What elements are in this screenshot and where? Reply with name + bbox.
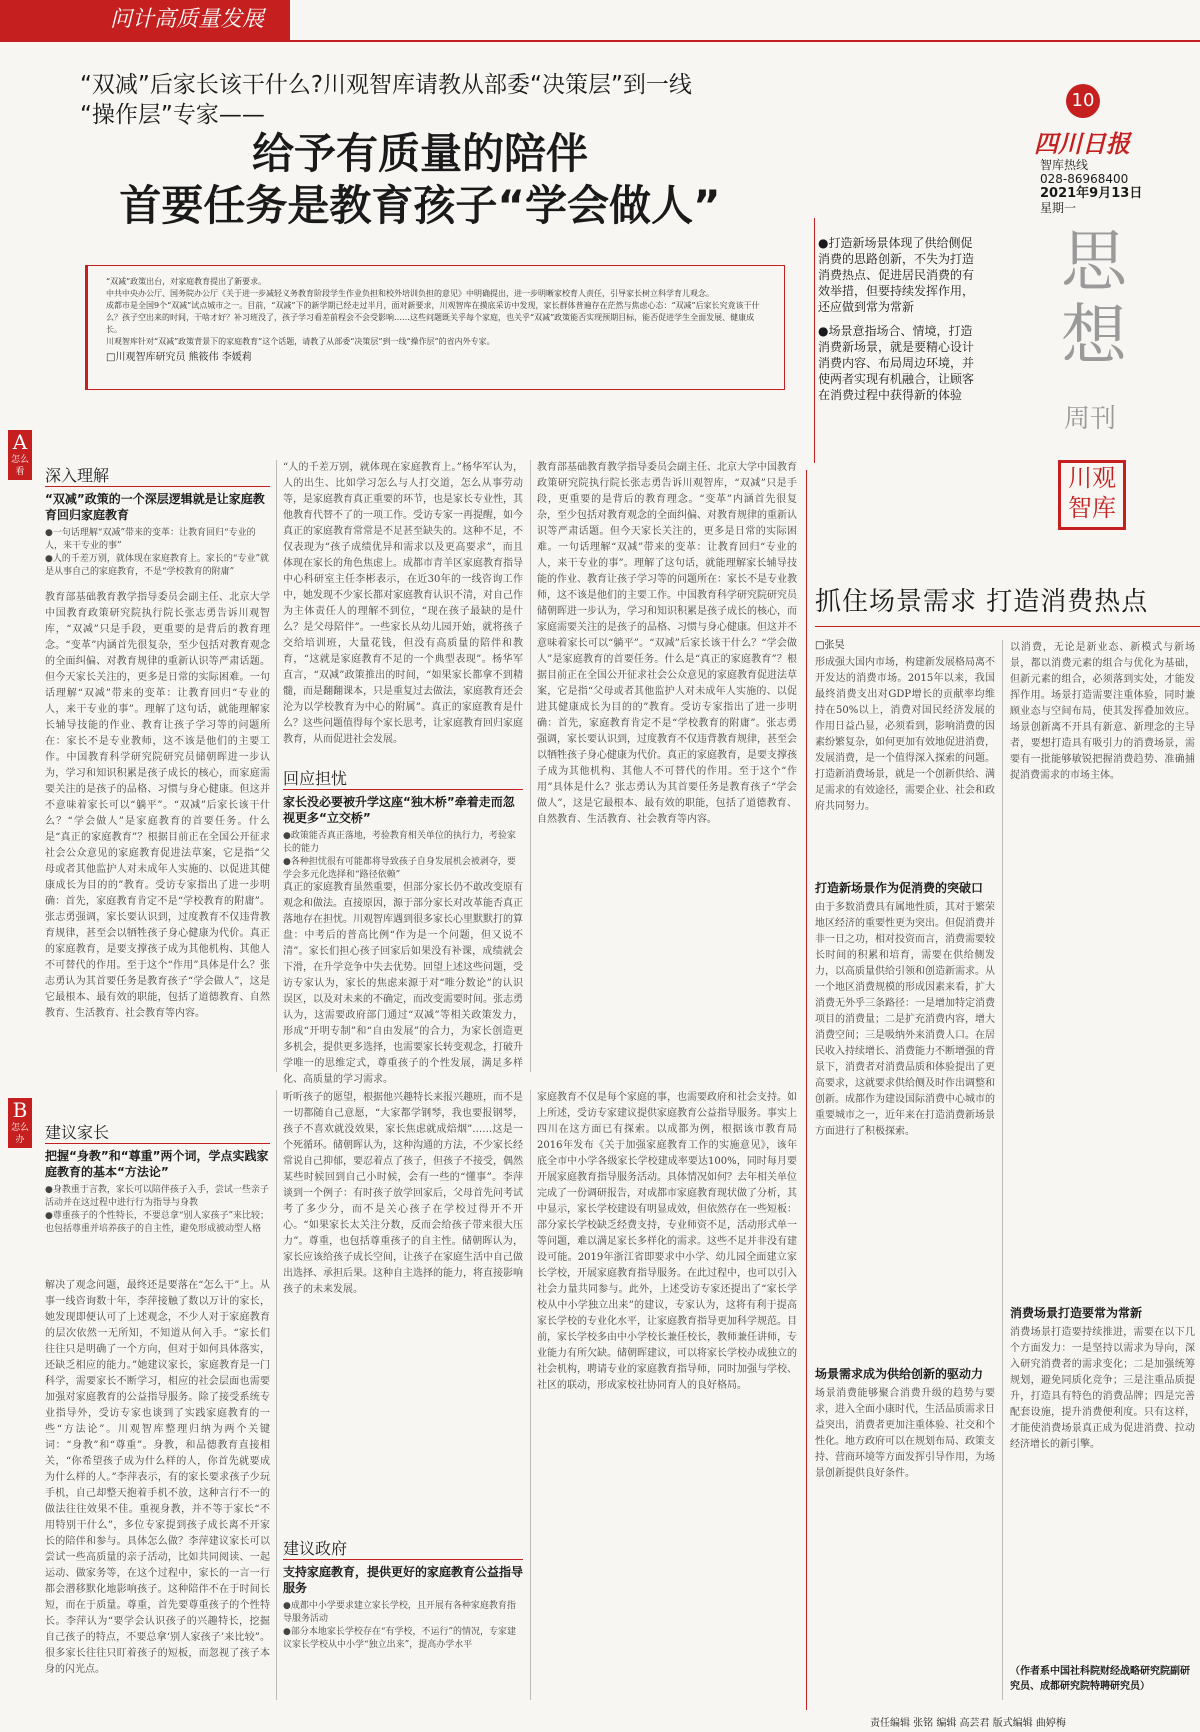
section-c-rule: [283, 1559, 523, 1560]
section-a-tag-text: 怎么看: [10, 455, 29, 477]
right-subhead-1: 打造新场景作为促消费的突破口: [815, 881, 984, 895]
subheadline-line-1: “双减”后家长该干什么?川观智库请教从部委“决策层”到一线: [80, 72, 692, 98]
note-line-3: 成都市是全国9个“双减”试点城市之一。目前，“双减”下的新学期已经走过半月，面对新要求，川观智库在摸底采访中发现，家长群体普遍存在茫然与焦虑心态：“双减”后家长究竟该干什么？孩子空出来的时间，干啥才好？补习班没了，孩子学习看差前程会不会受影响……这些问题既关乎每个家庭，也关乎“双减”政策能否实现预期目标，能否促进学生全面发展、健康成长。: [106, 301, 760, 334]
section-a-subhead: “双减”政策的一个深层逻辑就是让家庭教育回归家庭教育: [45, 492, 265, 522]
section-b-heading: 建议家长: [45, 1123, 110, 1142]
section-big-word: 思想: [1061, 223, 1127, 374]
section-b-body: 解决了观念问题，最终还是要落在“怎么干”上。从事一线咨询数十年，李萍接触了数以万计的家长，她发现即便认可了上述观念，不少人对于家庭教育的层次依然一无所知，不知道从何入手。“家长们往往只是明确了一个方向，但对于如何具体落实，还缺乏相应的能力。”她建议家长，家庭教育是一门科学，需要家长不断学习，相应的社会层面也需要加强对家庭教育的公益指导服务。除了接受系统专业指导外，受访专家也谈到了实践家庭教育的一些“方法论”。川观智库整理归纳为两个关键词：“身教”和“尊重”。身教，和品德教育直接相关，“你希望孩子成为什么样的人，你首先就要成为什么样的人。”李萍表示，有的家长要求孩子少玩手机，自己却整天抱着手机不放，这种言行不一的做法往往效果不佳。重视身教，并不等于家长“不用特别干什么”，多位专家提到孩子成长离不开家长的陪伴和参与。具体怎么做？李萍建议家长可以尝试一些高质量的亲子活动，比如共同阅读、一起运动、做家务等，在这个过程中，家长的一言一行都会潜移默化地影响孩子。这种陪伴不在于时间长短，而在于质量。尊重，首先要尊重孩子的个性特长。李萍认为“要学会认识孩子的兴趣特长，挖掘自己孩子的特点，不要总拿‘别人家孩子’来比较”。很多家长往往只盯着孩子的短板，而忽视了孩子本身的闪光点。: [45, 1280, 270, 1675]
note-line-1: “双减”政策出台，对家庭教育提出了新要求。: [106, 277, 267, 286]
headline-line-2: 首要任务是教育孩子“学会做人”: [119, 181, 721, 230]
section-a-tag: [8, 430, 32, 480]
right-body-3: 以消费，无论是新业态、新模式与新场景，都以消费元素的组合与优化为基础，但新元素的组合，必须落到实处，才能发挥作用。场景打造需要注重体验，同时兼顾业态与空间布局，使其发挥叠加效应。场景创新离不开具有新意、新理念的主导者，要想打造具有吸引力的消费场景，需要有一批能够敏锐把握消费趋势、准确捕捉消费需求的市场主体。: [1010, 642, 1195, 781]
right-body-5: 消费场景打造要持续推进，需要在以下几个方面发力：一是坚持以需求为导向，深入研究消费者的需求变化；二是加强统筹规划，避免同质化竞争；三是注重品质提升，打造具有特色的消费品牌；四是完善配套设施，提升消费便利度。只有这样，才能使消费场景真正成为促进消费、拉动经济增长的新引擎。: [1010, 1327, 1195, 1450]
phone-number: 028-86968400: [1040, 172, 1129, 186]
subheadline: [80, 70, 780, 130]
subheadline-line-2: “操作层”专家——: [80, 102, 265, 128]
intro-rule: [814, 218, 815, 463]
section-mid-body: 真正的家庭教育虽然重要，但部分家长仍不敢改变原有观念和做法。直接原因，源于部分家长对改革能否真正落地存在担忧。川观智库遇到很多家长心里默默打的算盘：中考后的普高比例“作为是一个问题，但又说不清”。家长们担心孩子回家后如果没有补课，成绩就会下滑，在升学竞争中失去优势。回望上述这些问题，受访专家认为，家长的焦虑来源于对“唯分数论”的认识误区，以及对未来的不确定，而改变需要时间。张志勇认为，这需要政府部门通过“双减”等相关政策发力，形成“开明专制”和“自由发展”的合力，为家长创造更多机会，提供更多选择，也需要家长转变观念，打破升学唯一的思维定式，尊重孩子的个性发展，满足多样化、高质量的学习需求。: [283, 882, 523, 1085]
note-line-2: 中共中央办公厅、国务院办公厅《关于进一步减轻义务教育阶段学生作业负担和校外培训负担的意见》中明确提出，进一步明晰家校育人责任，引导家长树立科学育儿观念。: [106, 289, 714, 298]
right-article-author: □张昊: [815, 640, 845, 651]
section-mid-rule: [283, 789, 523, 790]
column-divider: [276, 1090, 277, 1700]
note-authors: □川观智库研究员 熊筱伟 李媛莉: [106, 352, 252, 363]
weekday: 星期一: [1040, 201, 1077, 215]
section-b-quote-2: ●尊重孩子的个性特长，不要总拿“别人家孩子”来比较；也包括尊重并培养孩子的自主性，避免形成被动型人格: [45, 1211, 270, 1234]
column-divider: [530, 460, 531, 1072]
column-name: 智库热线: [1040, 158, 1089, 172]
column-divider: [1002, 640, 1003, 1700]
section-c-subhead: 支持家庭教育，提供更好的家庭教育公益指导服务: [283, 1565, 524, 1595]
section-a-rule: [45, 486, 270, 487]
section-c-heading: 建议政府: [283, 1539, 348, 1558]
right-subhead-3: 消费场景打造要常为常新: [1010, 1306, 1143, 1320]
section-c-header: [283, 1536, 523, 1652]
section-b-letter: B: [12, 1098, 28, 1122]
top-rule: [0, 40, 1200, 42]
section-mid-quote-1: ●政策能否真正落地，考验教育相关单位的执行力，考验家长的能力: [283, 831, 516, 854]
note-line-4: 川观智库针对“双减”政策背景下的家庭教育”这个话题，请教了从部委“决策层”到一线“操作层”的省内外专家。: [106, 337, 495, 346]
section-a-body-continued: 教育部基础教育教学指导委员会副主任、北京大学中国教育政策研究院执行院长张志勇告诉川观智库，“双减”只是手段，更重要的是背后的教育理念。“变革”内涵首先很复杂，至少包括对教育观念的全面纠偏、对教育规律的重新认识等严肃话题。但今天家长关注的，更多是日常的实际困难。一句话理解“双减”带来的变革：让教育回归“专业的人，来干专业的事”。理解了这句话，就能理解家长辅导技能的作业、教育让孩子学习等的问题所在：家长不是专业教师，这不该是他们的主要工作。中国教育科学研究院研究员储朝晖进一步认为，学习和知识积累是孩子成长的核心，而家庭需要关注的是孩子的品格、习惯与身心健康。但这并不意味着家长可以“躺平”。“双减”后家长该干什么？“学会做人”是家庭教育的首要任务。什么是“真正的家庭教育”？根据目前正在全国公开征求社会公众意见的家庭教育促进法草案，它是指“父母或者其他监护人对未成年人实施的、以促进其健康成长为目的的”教育。受访专家指出了进一步明确：首先，家庭教育肯定不是“学校教育的附庸”。张志勇强调，家长要认识到，过度教育不仅违背教育规律，甚至会以牺牲孩子身心健康为代价。真正的家庭教育，是要支撑孩子成为其他机构、其他人不可替代的作用。至于这个“作用”具体是什么？张志勇认为其首要任务是教育孩子“学会做人”，这是它最根本、最有效的职能，包括了道德教育、自然教育、生活教育、社会教育等内容。: [537, 462, 797, 825]
right-title-rule: [815, 626, 1200, 627]
think-tank-stamp: 川观智库: [1058, 460, 1126, 530]
section-mid-body-b: 听听孩子的愿望，根据他兴趣特长来报兴趣班，而不是一切都随自己意愿，“大家都学钢琴，我也要报钢琴，孩子不喜欢就没效果，家长焦虑就成焙烟”……这是一个死循环。储朝晖认为，这种沟通的方法，不少家长经常说自己抑郁，要忍着点了孩子，但孩子不接受，偶然某些时候回到自己小时候，会有一些的“懂事”。李萍谈到一个例子：有时孩子放学回家后，父母首先问考试考了多少分，而不是关心孩子在学校过得开不开心。“如果家长太关注分数，反而会给孩子带来很大压力”。尊重，也包括尊重孩子的自主性。储朝晖认为，家长应该给孩子成长空间，让孩子在家庭生活中自己做出选择、承担后果。这种自主选择的能力，将直接影响孩子的未来发展。: [283, 1092, 523, 1295]
section-mid-subhead: 家长没必要被升学这座“独木桥”牵着走而忽视更多“立交桥”: [283, 795, 515, 825]
right-body-4: 场景消费能够聚合消费升级的趋势与要求，进入全面小康时代，生活品质需求日益突出，消费者更加注重体验、社交和个性化。地方政府可以在规划布局、政策支持、营商环境等方面发挥引导作用，为场景创新提供良好条件。: [815, 1388, 995, 1479]
section-b-rule: [45, 1143, 270, 1144]
right-article-title: 抓住场景需求 打造消费热点: [815, 587, 1149, 617]
section-b-subhead: 把握“身教”和“尊重”两个词，学点实践家庭教育的基本“方法论”: [45, 1149, 269, 1179]
section-a-letter: A: [12, 430, 28, 454]
section-a-body-2: “人的千差万别，就体现在家庭教育上。”杨华军认为，人的出生、比如学习怎么与人打交道，怎么从事劳动等，是家庭教育真正重要的环节，也是家长专业性，其他教育代替不了的一项工作。受访专家一再提醒，如今真正的家庭教育常常是不足甚至缺失的。这种不足，不仅表现为“孩子成绩优异和需求以及更高要求”，而且体现在家长的角色焦虑上。成都市青羊区家庭教育指导中心科研室主任李彬表示，在近30年的一线咨询工作中，她发现不少家长都对家庭教育认识不清，对自己作为主体责任人的理解不到位，“现在孩子最缺的是什么？是父母陪伴”。一些家长从幼儿园开始，就将孩子交给培训班，大量花钱，但没有高质量的陪伴和教育，“这就是家庭教育不足的一个典型表现”。杨华军直言，“双减”政策推出的时间，“如果家长都拿不到精髓，而是翻翻课本，只是重复过去做法，家庭教育还会沦为以学校教育为中心的附属”。真正的家庭教育是什么？这些问题值得每个家长思考，让家庭教育回归家庭教育，从而促进社会发展。: [283, 462, 523, 745]
section-a-heading: 深入理解: [45, 466, 110, 485]
section-b-tag: [8, 1098, 32, 1148]
right-intro-box: [818, 235, 983, 411]
section-mid-header: [283, 766, 523, 882]
issue-date: 2021年9月13日: [1040, 186, 1143, 201]
section-a-header: [45, 463, 270, 579]
newspaper-logo: 四川日报: [1034, 129, 1130, 158]
section-a-quote-1: ●一句话理解“双减”带来的变革：让教育回归“专业的人，来干专业的事”: [45, 528, 256, 551]
section-b-quote-1: ●身教重于言教，家长可以陪伴孩子入手，尝试一些亲子活动并在这过程中进行行为指导与身教: [45, 1185, 269, 1208]
headline: [60, 128, 780, 232]
section-c-body: 家庭教育不仅是每个家庭的事，也需要政府和社会支持。如上所述，受访专家建议提供家庭教育公益指导服务。事实上四川在这方面已有探索。以成都为例，根据该市教育局2016年发布《关于加强家庭教育工作的实施意见》，该年底全市中小学各级家长学校建成率要达100%，同时每月要开展家庭教育指导服务活动。具体情况如何？去年相关单位完成了一份调研报告，对成都市家庭教育现状做了分析，其中显示，家长学校建设有明显成效，但依然存在一些短板：部分家长学校缺乏经费支持，专业师资不足，活动形式单一等问题，难以满足家长多样化的需求。这些不足并非没有建设可能。2019年浙江省即要求中小学、幼儿园全面建立家长学校，开展家庭教育指导服务。在此过程中，也可以引入社会力量共同参与。此外，上述受访专家还提出了“家长学校从中小学独立出来”的建议，专家认为，这将有利于提高家长学校的专业化水平，让家庭教育指导更加科学规范。目前，家长学校多由中小学校长兼任校长，教师兼任讲师，专业能力有所欠缺。储朝晖建议，可以将家长学校办成独立的社会机构，聘请专业的家庭教育指导师，同时加强与学校、社区的联动，形成家校社协同育人的良好格局。: [537, 1092, 797, 1391]
section-banner: 问计高质量发展: [0, 0, 290, 40]
right-body-1: 形成强大国内市场，构建新发展格局离不开发达的消费市场。2015年以来，我国最终消费支出对GDP增长的贡献率均维持在50%以上，消费对国民经济发展的作用日益凸显，必须看到，影响消费的因素纷繁复杂，如何更加有效地促进消费，发展消费，是一个值得深入探索的问题。打造新消费场景，就是一个创新供给、满足需求的有效途径，需要企业、社会和政府共同努力。: [815, 657, 995, 812]
section-c-quote-1: ●成都中小学要求建立家长学校，且开展有各种家庭教育指导服务活动: [283, 1601, 516, 1624]
right-body-2: 由于多数消费具有属地性质，其对于繁荣地区经济的重要性更为突出。但促消费并非一日之功，相对投资而言，消费需要较长时间的积累和培育，需要在供给侧发力，以高质量供给引领和创造新需求。从一个地区消费规模的形成因素来看，扩大消费无外乎三条路径：一是增加特定消费项目的消费量；二是扩充消费内容，增大消费空间；三是吸纳外来消费人口。在居民收入持续增长、消费能力不断增强的背景下，消费者对消费品质和体验提出了更高要求，这就要求供给侧及时作出调整和创新。成都作为建设国际消费中心城市的重要城市之一，近年来在打造消费新场景方面进行了积极探索。: [815, 902, 995, 1137]
weekly-label: 周刊: [1064, 404, 1117, 434]
section-mid-quote-2: ●各种担忧很有可能都将导致孩子自身发展机会被剥夺，要学会多元化选择和“路径依赖”: [283, 857, 516, 880]
editor-note: [85, 265, 785, 390]
column-divider: [276, 460, 277, 1072]
footer-credits: 责任编辑 张铭 编辑 高芸君 版式编辑 曲婷梅: [870, 1718, 1066, 1729]
right-column-rule: [806, 470, 807, 1710]
section-mid-heading: 回应担忧: [283, 769, 348, 788]
masthead-meta: [1040, 158, 1142, 215]
intro-item-1: ●打造新场景体现了供给侧促消费的思路创新，不失为打造消费热点、促进居民消费的有效举措，但要持续发挥作用，还应做到常为常新: [818, 236, 975, 314]
section-a-body: 教育部基础教育教学指导委员会副主任、北京大学中国教育政策研究院执行院长张志勇告诉川观智库，“双减”只是手段，更重要的是背后的教育理念。“变革”内涵首先很复杂，至少包括对教育观念的全面纠偏、对教育规律的重新认识等严肃话题。但今天家长关注的，更多是日常的实际困难。一句话理解“双减”带来的变革：让教育回归“专业的人，来干专业的事”。理解了这句话，就能理解家长辅导技能的作业、教育让孩子学习等的问题所在：家长不是专业教师，这不该是他们的主要工作。中国教育科学研究院研究员储朝晖进一步认为，学习和知识积累是孩子成长的核心，而家庭需要关注的是孩子的品格、习惯与身心健康。但这并不意味着家长可以“躺平”。“双减”后家长该干什么？“学会做人”是家庭教育的首要任务。什么是“真正的家庭教育”？根据目前正在全国公开征求社会公众意见的家庭教育促进法草案，它是指“父母或者其他监护人对未成年人实施的、以促进其健康成长为目的的”教育。受访专家指出了进一步明确：首先，家庭教育肯定不是“学校教育的附庸”。张志勇强调，家长要认识到，过度教育不仅违背教育规律，甚至会以牺牲孩子身心健康为代价。真正的家庭教育，是要支撑孩子成为其他机构、其他人不可替代的作用。至于这个“作用”具体是什么？张志勇认为其首要任务是教育孩子“学会做人”，这是它最根本、最有效的职能，包括了道德教育、自然教育、生活教育、社会教育等内容。: [45, 592, 270, 1019]
intro-item-2: ●场景意指场合、情境，打造消费新场景，就是要精心设计消费内容、布局周边环境，并使两者实现有机融合，让顾客在消费过程中获得新的体验: [818, 324, 975, 402]
column-divider: [530, 1090, 531, 1700]
author-signature: （作者系中国社科院财经战略研究院副研究员、成都研究院特聘研究员）: [1010, 1666, 1190, 1692]
section-b-header: [45, 1120, 270, 1236]
section-b-tag-text: 怎么办: [10, 1123, 29, 1145]
section-a-quote-2: ●人的千差万别，就体现在家庭教育上。家长的“专业”就是从事自己的家庭教育，不是“学校教育的附庸”: [45, 554, 270, 577]
right-subhead-2: 场景需求成为供给创新的驱动力: [815, 1367, 984, 1381]
headline-line-1: 给予有质量的陪伴: [251, 129, 588, 178]
section-c-quote-2: ●部分本地家长学校存在“有学校，不运行”的情况，专家建议家长学校从中小学“独立出来”，提高办学水平: [283, 1627, 517, 1650]
page-number: 10: [1066, 84, 1100, 118]
